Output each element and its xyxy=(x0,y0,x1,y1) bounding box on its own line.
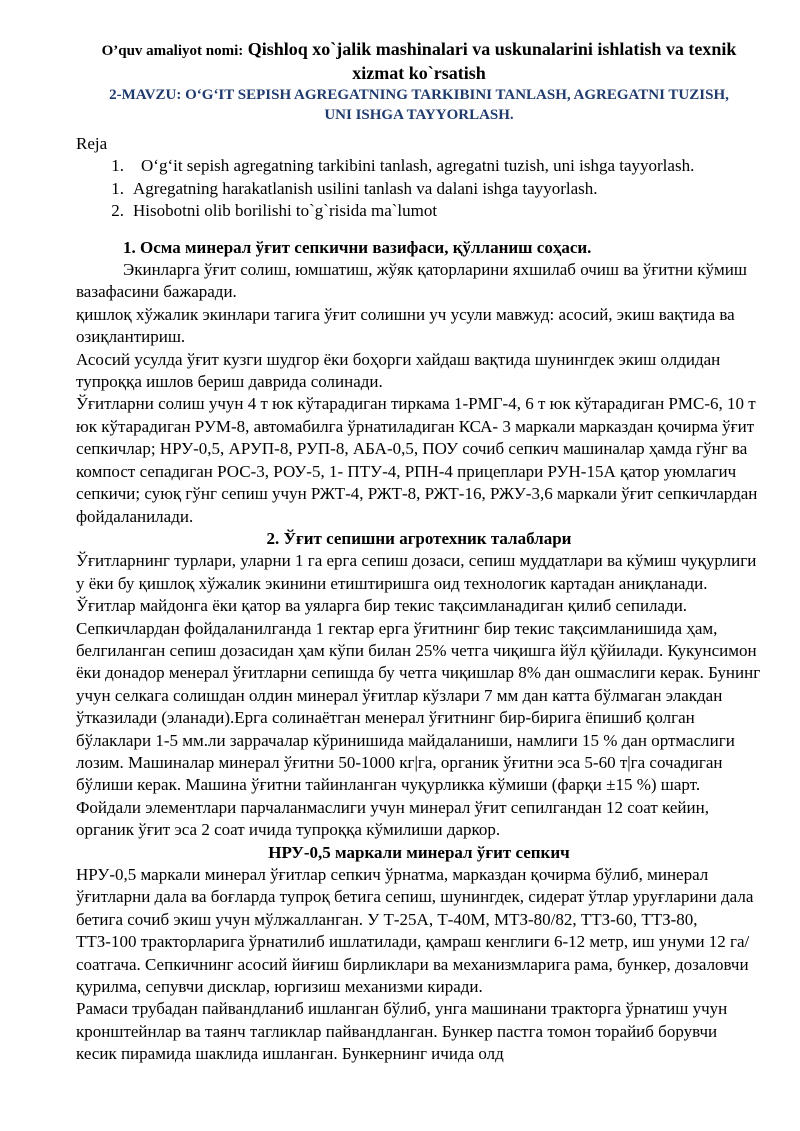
plan-item-text: O‘g‘it sepish agregatning tarkibini tanlash, agregatni tuzish, uni ishga tayyorlash. xyxy=(141,156,695,176)
topic-heading-line-2: UNI ISHGA TAYYORLASH. xyxy=(324,106,514,123)
plan-item-text: Agregatning harakatlanish usilini tanlash va dalani ishga tayyorlash. xyxy=(133,178,598,198)
section-2-heading: 2. Ўғит сепишни агротехник талаблари xyxy=(266,528,572,548)
section-3-paragraph: Рамаси трубадан пайвандланиб ишланган бўлиб, унга машинани тракторга ўрнатиш учун кронштейнлар ва таянч тагликлар пайвандланган. Бункер пастга томон торайиб борувчи кесик пирамида шаклида ишланган. Бункернинг ичида олд xyxy=(76,999,728,1064)
section-2-paragraph: Ўғитлар майдонга ёки қатор ва уяларга бир текис тақсимланадиган қилиб сепилади. Сепкичлардан фойдаланилганда 1 гектар ерга ўғитнинг бир текис тақсимланишида ҳам, белгиланган сепиш дозасидан ҳам кўпи билан 25% четга чиқишга йўл қўйилади. Кукунсимон ёки донадор менерал ўғитларни сепишда бу четга чиқишлар 8% дан ошмаслиги керак. Бунинг учун селкага солишдан олдин минерал ўғитлар кўзлари 7 мм дан катта бўлмаган элакдан ўтказилади (эланади).Ерга солинаётган менерал ўғитнинг бир-бирига ёпишиб қолган бўлаклари 1-5 мм.ли заррачалар кўринишида майдаланиши, намлиги 15 % дан ортмаслиги лозим. Машиналар минерал ўғитни 50-1000 кг|га, органик ўғитни эса 5-60 т|га сочадиган бўлиши керак. Машина ўғитни тайинланган чуқурликка кўмиши (фарқи ±15 %) шарт. Фойдали элементлари парчаланмаслиги учун минерал ўғит сепилгандан 12 соат кейин, органик ўғит эса 2 соат ичида тупроққа кўмилиши даркор. xyxy=(76,596,761,840)
plan-item xyxy=(76,178,762,200)
section-1-paragraph: Ўғитларни солиш учун 4 т юк кўтарадиган тиркама 1-РМГ-4, 6 т юк кўтарадиган РМС-6, 10 т юк кўтарадиган РУМ-8, автомабилга ўрнатиладиган КСА- 3 маркали марказдан қочирма ўғит сепкичлар; НРУ-0,5, АРУП-8, РУП-8, АБА-0,5, ПОУ сочиб сепкич машиналар ҳамда гўнг ва компост сепадиган РОС-3, РОУ-5, 1- ПТУ-4, РПН-4 прицеплари РУН-15А қатор уюмлагич сепкичи; суюқ гўнг сепиш учун РЖТ-4, РЖТ-8, РЖТ-16, РЖУ-3,6 маркали ўғит сепкичлардан фойдаланилади. xyxy=(76,394,758,526)
plan-item-number: 1. xyxy=(111,156,124,176)
plan-item xyxy=(76,155,762,177)
plan-list xyxy=(76,155,762,222)
plan-item-number: 1. xyxy=(111,178,124,198)
topic-heading xyxy=(76,86,762,125)
section-3-paragraph: НРУ-0,5 маркали минерал ўғитлар сепкич ўрнатма, марказдан қочирма бўлиб, минерал ўғитларни дала ва боғларда тупроқ бетига сепиш, шунингдек, сидерат ўтлар уруғларини дала бетига сочиб экиш учун мўлжалланган. У Т-25А, Т-40М, МТЗ-80/82, ТТЗ-60, ТТЗ-80, ТТЗ-100 тракторларига ўрнатилиб ишлатилади, қамраш кенглиги 6-12 метр, иш унуми 12 га/соатгача. Сепкичнинг асосий йиғиш бирликлари ва механизмларига рама, бункер, дозаловчи қурилма, сепувчи дисклар, юргизиш механизми киради. xyxy=(76,865,754,997)
section-1-paragraph: Экинларга ўғит солиш, юмшатиш, жўяк қаторларини яхшилаб очиш ва ўғитни кўмиш вазафасини бажаради. xyxy=(76,260,747,302)
plan-item xyxy=(76,200,762,222)
section-3-heading: НРУ-0,5 маркали минерал ўғит сепкич xyxy=(268,842,570,862)
course-title-prefix: O’quv amaliyot nomi: xyxy=(101,43,244,59)
course-title-text: Qishloq xo`jalik mashinalari va uskunalarini ishlatish va texnik xizmat ko`rsatish xyxy=(247,39,737,83)
section-2-paragraph: Ўғитларнинг турлари, уларни 1 га ерга сепиш дозаси, сепиш муддатлари ва кўмиш чуқурлиги у ёки бу қишлоқ хўжалик экинини етиштиришга оид технологик картадан аниқланади. xyxy=(76,551,757,593)
topic-heading-line-1: 2-MAVZU: O‘G‘IT SEPISH AGREGATNING TARKIBINI TANLASH, AGREGATNI TUZISH, xyxy=(109,87,729,103)
section-1-heading: 1. Осма минерал ўғит сепкични вазифаси, қўлланиш соҳаси. xyxy=(123,237,592,257)
plan-item-number: 2. xyxy=(111,201,124,221)
section-1-paragraph: қишлоқ хўжалик экинлари тагига ўғит солишни уч усули мавжуд: асосий, экиш вақтида ва озиқлантириш. xyxy=(76,304,735,347)
course-title xyxy=(76,38,762,84)
section-1-paragraph: Асосий усулда ўғит кузги шудгор ёки боҳорги хайдаш вақтида шунингдек экиш олдидан тупроққа ишлов бериш даврида солинади. xyxy=(76,349,721,392)
plan-label: Reja xyxy=(76,134,108,153)
plan-item-text: Hisobotni olib borilishi to`g`risida ma`lumot xyxy=(133,201,438,221)
